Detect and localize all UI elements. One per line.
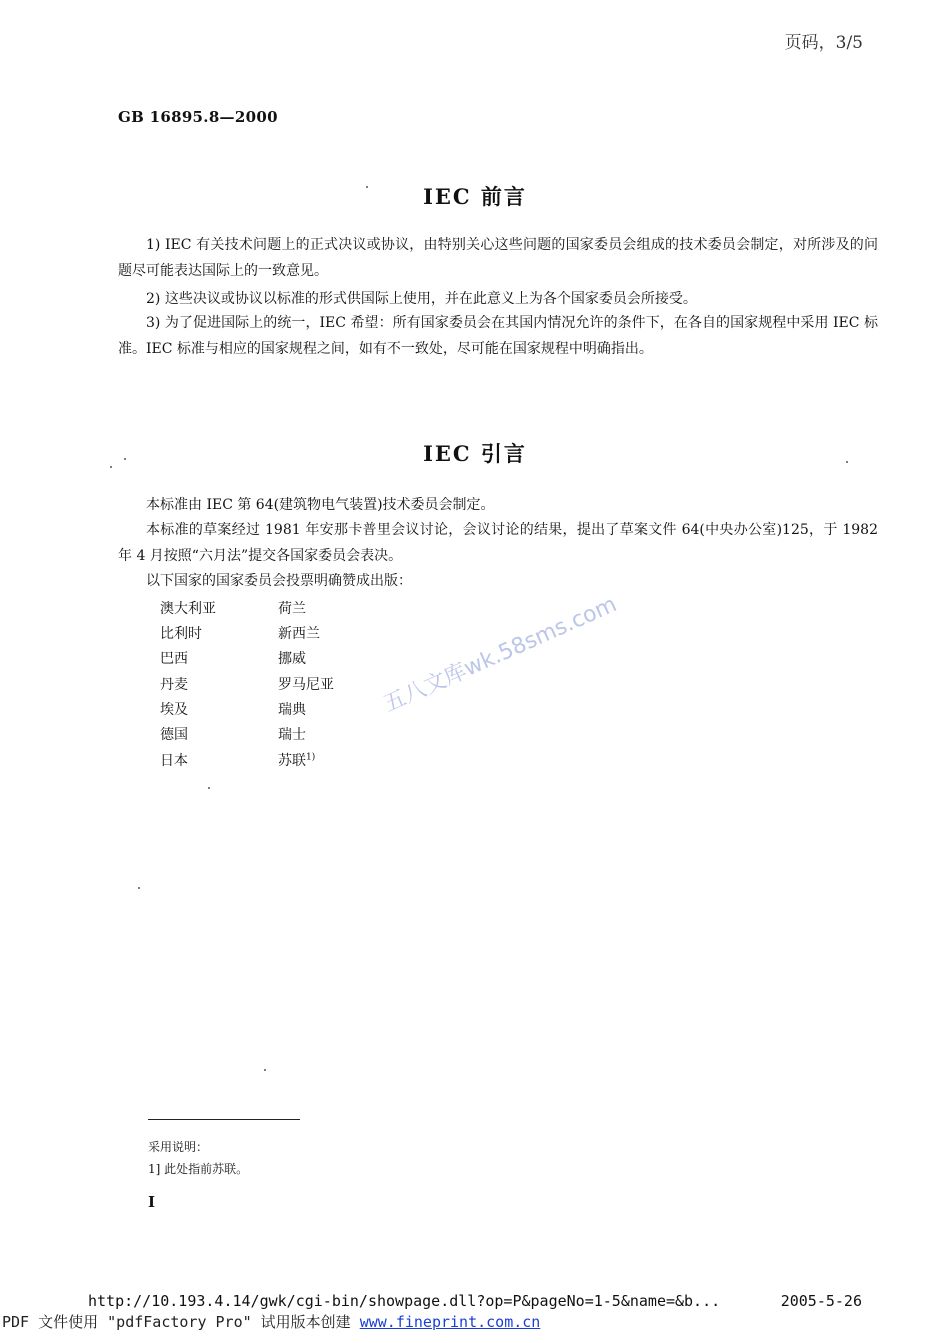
footnote-divider — [148, 1119, 300, 1120]
country-left-4: 丹麦 — [160, 677, 188, 693]
foreword-paragraph-3: 3) 为了促进国际上的统一，IEC 希望：所有国家委员会在其国内情况允许的条件下，在各自的国家规程中采用 IEC 标准。IEC 标准与相应的国家规程之间，如有不一致处，尽可能在国家规程中明确指出。 — [118, 315, 878, 357]
foreword-title: IEC 前言 — [423, 184, 527, 209]
scan-speck — [846, 461, 848, 463]
country-right-4: 罗马尼亚 — [278, 677, 334, 693]
country-left-2: 比利时 — [160, 626, 202, 642]
pdf-creator-note — [2, 1311, 540, 1332]
introduction-paragraph-1: 本标准由 IEC 第 64(建筑物电气装置)技术委员会制定。 — [146, 497, 495, 513]
page-roman-numeral: I — [148, 1193, 156, 1211]
scan-speck — [138, 887, 140, 889]
introduction-paragraph-3: 以下国家的国家委员会投票明确赞成出版： — [146, 573, 412, 589]
footnote-text: 1] 此处指前苏联。 — [148, 1162, 249, 1176]
introduction-paragraph-2: 本标准的草案经过 1981 年安那卡普里会议讨论，会议讨论的结果，提出了草案文件 64(中央办公室)125，于 1982 年 4 月按照“六月法”提交各国家委员会表决。 — [118, 522, 878, 564]
country-left-1: 澳大利亚 — [160, 601, 216, 617]
ussr-footnote-mark: 1) — [306, 752, 316, 763]
country-right-2: 新西兰 — [278, 626, 320, 642]
foreword-paragraph-2: 2) 这些决议或协议以标准的形式供国际上使用，并在此意义上为各个国家委员会所接受。 — [146, 291, 697, 307]
country-right-1: 荷兰 — [278, 601, 306, 617]
watermark: 五八文库wk.58sms.com — [380, 592, 621, 718]
country-right-7 — [278, 750, 315, 770]
scan-speck — [366, 186, 368, 188]
country-left-5: 埃及 — [160, 702, 188, 718]
scan-speck — [208, 787, 210, 789]
country-left-3: 巴西 — [160, 651, 188, 667]
country-left-7: 日本 — [160, 753, 188, 769]
country-right-5: 瑞典 — [278, 702, 306, 718]
source-url: http://10.193.4.14/gwk/cgi-bin/showpage.dll?op=P&pageNo=1-5&name=&b... — [88, 1292, 721, 1310]
scan-speck — [110, 466, 112, 468]
country-left-6: 德国 — [160, 727, 188, 743]
country-right-6: 瑞士 — [278, 727, 306, 743]
standard-code: GB 16895.8—2000 — [118, 108, 278, 126]
page-number: 页码，3/5 — [784, 33, 863, 53]
footnote-title: 采用说明： — [148, 1140, 209, 1154]
fineprint-link[interactable]: www.fineprint.com.cn — [359, 1313, 541, 1331]
print-date: 2005-5-26 — [780, 1292, 862, 1310]
ussr-label: 苏联 — [278, 753, 306, 769]
pdf-note-text: PDF 文件使用 "pdfFactory Pro" 试用版本创建 — [2, 1313, 360, 1331]
scan-speck — [124, 458, 126, 460]
scan-speck — [264, 1069, 266, 1071]
introduction-title: IEC 引言 — [423, 441, 527, 466]
country-right-3: 挪威 — [278, 651, 306, 667]
foreword-paragraph-1: 1) IEC 有关技术问题上的正式决议或协议，由特别关心这些问题的国家委员会组成的技术委员会制定，对所涉及的问题尽可能表达国际上的一致意见。 — [118, 237, 878, 279]
